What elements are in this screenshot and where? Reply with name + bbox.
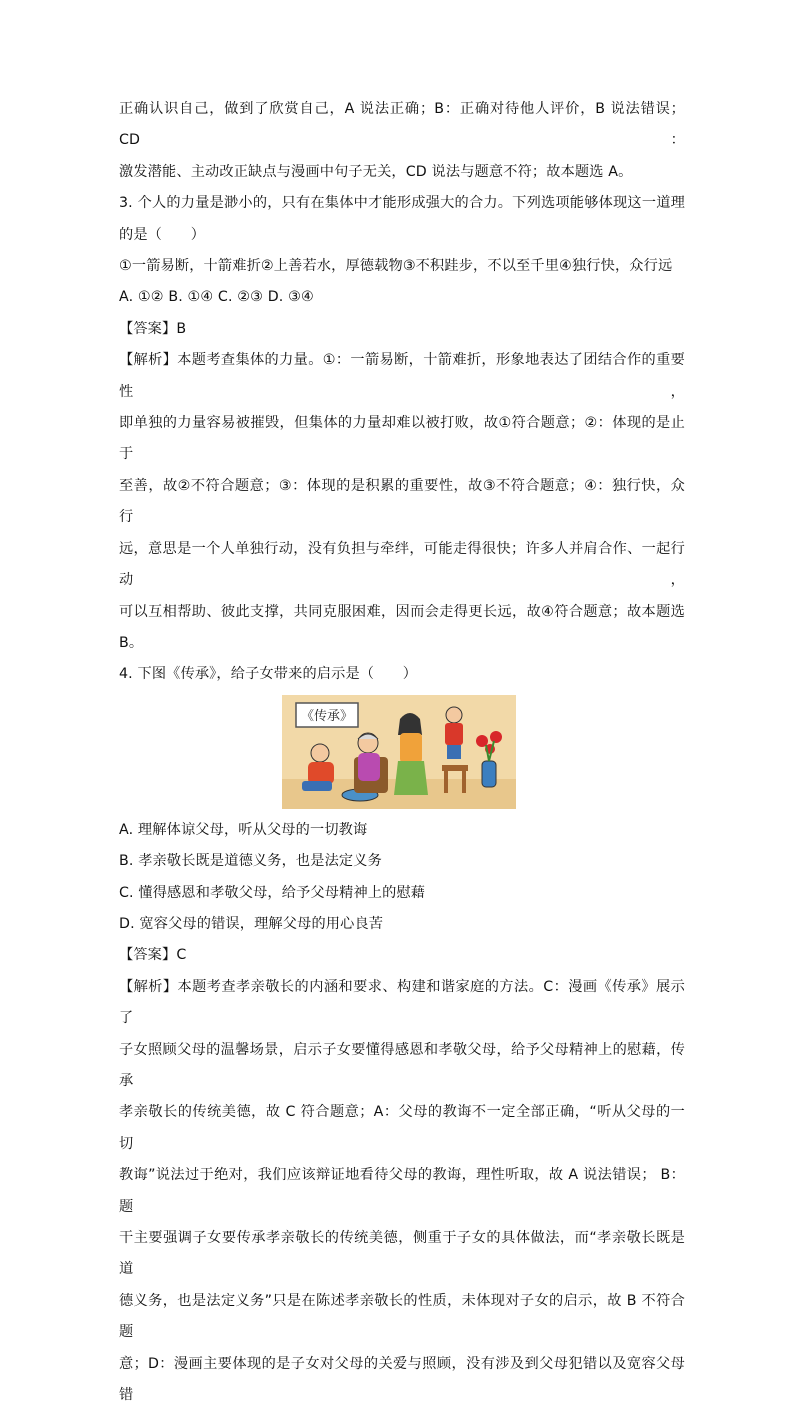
option-c: C. 懂得感恩和孝敬父母，给予父母精神上的慰藉 — [119, 884, 426, 901]
question-4-stem: 4. 下图《传承》，给子女带来的启示是（ ） — [119, 666, 418, 683]
analysis-line: B。 — [119, 634, 144, 651]
cartoon-illustration — [282, 695, 516, 809]
option-d: D. 宽容父母的错误，理解父母的用心良苦 — [119, 915, 384, 932]
document-page — [119, 94, 685, 1411]
option-a: A. 理解体谅父母，听从父母的一切教诲 — [119, 821, 368, 838]
cartoon-image — [282, 695, 516, 809]
question-3-items: ①一箭易断，十箭难折②上善若水，厚德载物③不积跬步，不以至千里④独行快，众行远 — [119, 258, 673, 275]
analysis-line: 可以互相帮助、彼此支撑，共同克服困难，因而会走得更长远，故④符合题意；故本题选 — [119, 603, 685, 620]
analysis-line: 意；D：漫画主要体现的是子女对父母的关爱与照顾，没有涉及到父母犯错以及宽容父母错 — [119, 1355, 685, 1404]
option-b: B. 孝亲敬长既是道德义务，也是法定义务 — [119, 853, 382, 870]
question-3-stem: 3. 个人的力量是渺小的，只有在集体中才能形成强大的合力。下列选项能够体现这一道理 — [119, 195, 685, 212]
text-line: 激发潜能、主动改正缺点与漫画中句子无关，CD 说法与题意不符；故本题选 A。 — [119, 163, 633, 180]
figure-caption: 《传承》 — [300, 708, 354, 724]
question-3-options: A. ①② B. ①④ C. ②③ D. ③④ — [119, 289, 314, 306]
analysis-line: 【解析】本题考查孝亲敬长的内涵和要求、构建和谐家庭的方法。C：漫画《传承》展示了 — [119, 978, 685, 1027]
analysis-line: 干主要强调子女要传承孝亲敬长的传统美德，侧重于子女的具体做法，而“孝亲敬长既是道 — [119, 1230, 685, 1278]
text-line: 正确认识自己，做到了欣赏自己，A 说法正确；B：正确对待他人评价，B 说法错误；CD： — [119, 101, 685, 149]
analysis-line: 子女照顾父母的温馨场景，启示子女要懂得感恩和孝敬父母，给予父母精神上的慰藉，传承 — [119, 1041, 685, 1089]
analysis-line: 教诲”说法过于绝对，我们应该辩证地看待父母的教诲，理性听取，故 A 说法错误； B：题 — [119, 1167, 685, 1215]
analysis-line: 即单独的力量容易被摧毁，但集体的力量却难以被打败，故①符合题意；②：体现的是止于 — [119, 415, 685, 463]
question-3-answer: 【答案】B — [119, 320, 187, 337]
analysis-line: 至善，故②不符合题意；③：体现的是积累的重要性，故③不符合题意；④：独行快，众行 — [119, 477, 685, 526]
question-3-stem-cont: 的是（ ） — [119, 226, 206, 243]
question-4-answer: 【答案】C — [119, 947, 187, 964]
analysis-line: 孝亲敬长的传统美德，故 C 符合题意；A：父母的教诲不一定全部正确，“听从父母的一切 — [119, 1104, 685, 1152]
analysis-line: 远，意思是一个人单独行动，没有负担与牵绊，可能走得很快；许多人并肩合作、一起行动， — [119, 540, 685, 589]
analysis-line: 德义务，也是法定义务”只是在陈述孝亲敬长的性质，未体现对子女的启示，故 B 不符合题 — [119, 1292, 685, 1341]
analysis-line: 【解析】本题考查集体的力量。①：一箭易断，十箭难折，形象地表达了团结合作的重要性， — [119, 352, 685, 400]
